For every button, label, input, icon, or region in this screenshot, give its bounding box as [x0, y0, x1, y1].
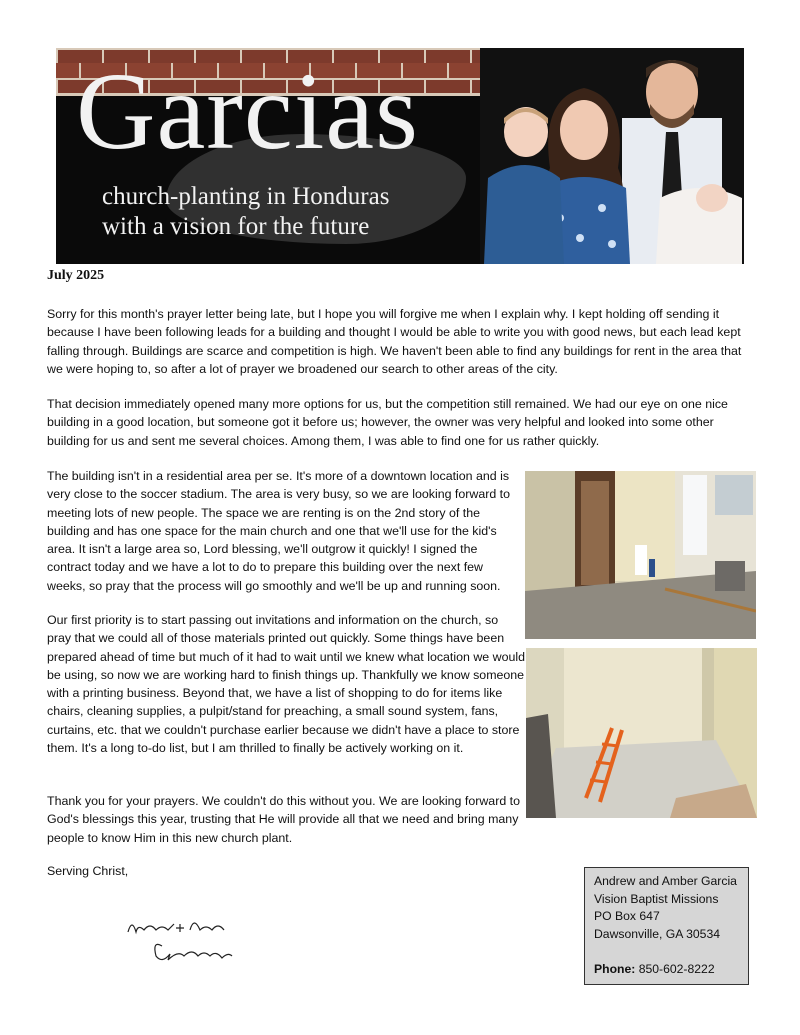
contact-address-box	[584, 867, 749, 985]
contact-spacer	[594, 943, 748, 961]
contact-organization: Vision Baptist Missions	[594, 891, 719, 906]
paragraph-intro: Sorry for this month's prayer letter being late, but I hope you will forgive me when I explain why. I kept holding off sending it because I have been following leads for a building and thought I would be able to write you with good news, but each lead kept falling through. Buildings are scarce and competition is high. We haven't been able to find any buildings for rent in the area that we were hoping to, so after a lot of prayer we broadened our search to other areas of the city.	[47, 307, 742, 376]
paragraph-priorities: Our first priority is to start passing out invitations and information on the church, so pray that we could all of those materials printed out quickly. Some things have been prepared ahead of time but much of it had to wait until we knew what location we would be using, so now we are working hard to finish things up. Thankfully we know someone with a printing business. Beyond that, we have a list of shopping to do for items like chairs, cleaning supplies, a pulpit/stand for preaching, a small sound system, fans, curtains, etc. that we couldn't purchase earlier because we didn't have a place to store them. It's a long to-do list, but I am thrilled to finally be actively working on it.	[47, 613, 526, 756]
banner-title: Garcias	[76, 50, 419, 172]
banner-tagline	[102, 182, 389, 242]
tagline-line-2: with a vision for the future	[102, 213, 370, 240]
contact-po-box: PO Box 647	[594, 909, 660, 923]
contact-phone-line	[594, 961, 748, 979]
letter-date: July 2025	[47, 268, 105, 283]
paragraph-building: The building isn't in a residential area per se. It's more of a downtown location and is very close to the soccer stadium. The area is very busy, so we are looking forward to meeting lots of new people. The space we are renting is on the 2nd story of the building and has one space for the main church and one that we'll use for the kid's area. It isn't a large area so, Lord blessing, we'll outgrow it quickly! I signed the contract today and we have a lot to do to prepare this building over the next few weeks, so pray that the process will go smoothly and we'll be up and running soon.	[47, 469, 511, 593]
family-photo	[480, 48, 744, 264]
contact-phone-label: Phone:	[594, 961, 636, 976]
handwritten-signature	[122, 910, 242, 970]
contact-name: Andrew and Amber Garcia	[594, 874, 737, 888]
building-interior-photo-2	[526, 648, 757, 818]
tagline-line-1: church-planting in Honduras	[102, 183, 390, 210]
paragraph-decision: That decision immediately opened many more options for us, but the competition still remained. We had our eye on one nice building in a good location, but someone got it before us; however, the owner was very helpful and looked into some other building for us and sent me several choices. Among them, I was able to find one for us rather quickly.	[47, 397, 728, 448]
building-interior-photo-1	[525, 471, 756, 639]
letter-closing: Serving Christ,	[47, 864, 129, 878]
paragraph-thanks: Thank you for your prayers. We couldn't do this without you. We are looking forward to God's blessings this year, trusting that He will provide all that we need and bring many people to know Him in this new church plant.	[47, 794, 520, 845]
contact-city-state-zip: Dawsonville, GA 30534	[594, 926, 721, 941]
header-banner	[56, 48, 744, 264]
contact-phone: 850-602-8222	[638, 961, 715, 976]
